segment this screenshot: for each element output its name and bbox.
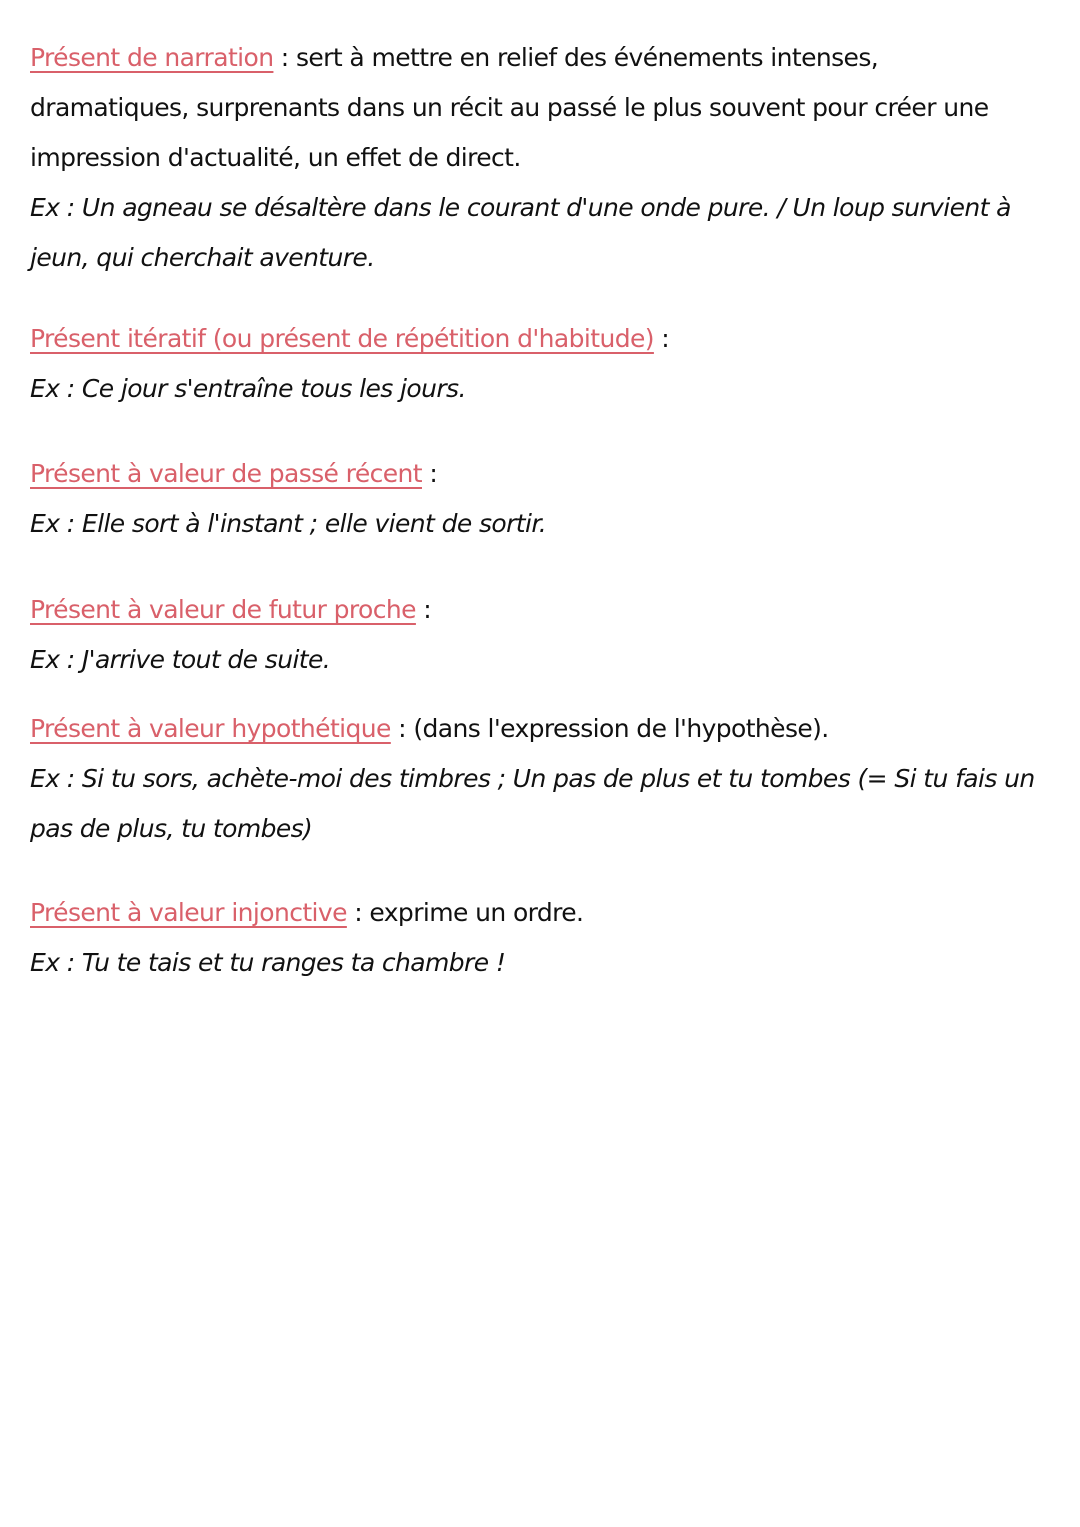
example-text: Ex : Tu te tais et tu ranges ta chambre ! xyxy=(30,948,506,977)
section-present-narration xyxy=(30,33,1040,283)
section-present-iteratif xyxy=(30,314,1040,414)
definition-paragraph xyxy=(30,33,1040,183)
term-heading: Présent à valeur injonctive xyxy=(30,898,347,927)
definition-paragraph xyxy=(30,449,1040,499)
definition-text: : sert à mettre en relief des événements intenses, dramatiques, surprenants dans un récit au passé le plus souvent pour créer une impression d'actualité, un effet de direct. xyxy=(30,43,989,172)
definition-paragraph xyxy=(30,888,1040,938)
section-present-futur-proche xyxy=(30,585,1040,685)
definition-paragraph xyxy=(30,585,1040,635)
definition-text: : xyxy=(415,595,432,624)
section-present-passe-recent xyxy=(30,449,1040,549)
section-present-injonctive xyxy=(30,888,1040,988)
example-text: Ex : Si tu sors, achète-moi des timbres ; Un pas de plus et tu tombes (= Si tu fais un pas de plus, tu tombes) xyxy=(30,764,1035,843)
definition-text: : (dans l'expression de l'hypothèse). xyxy=(390,714,829,743)
term-heading: Présent à valeur de futur proche xyxy=(30,595,416,624)
definition-text: : exprime un ordre. xyxy=(346,898,584,927)
term-heading: Présent à valeur hypothétique xyxy=(30,714,391,743)
definition-paragraph xyxy=(30,704,1040,754)
term-heading: Présent de narration xyxy=(30,43,274,72)
definition-paragraph xyxy=(30,314,1040,364)
example-text: Ex : Elle sort à l'instant ; elle vient de sortir. xyxy=(30,509,547,538)
example-text: Ex : Un agneau se désaltère dans le courant d'une onde pure. / Un loup survient à jeun, qui cherchait aventure. xyxy=(30,193,1011,272)
definition-text: : xyxy=(653,324,670,353)
example-text: Ex : J'arrive tout de suite. xyxy=(30,645,331,674)
example-text: Ex : Ce jour s'entraîne tous les jours. xyxy=(30,374,466,403)
term-heading: Présent itératif (ou présent de répétition d'habitude) xyxy=(30,324,654,353)
definition-text: : xyxy=(421,459,438,488)
section-present-hypothetique xyxy=(30,704,1040,854)
term-heading: Présent à valeur de passé récent xyxy=(30,459,422,488)
